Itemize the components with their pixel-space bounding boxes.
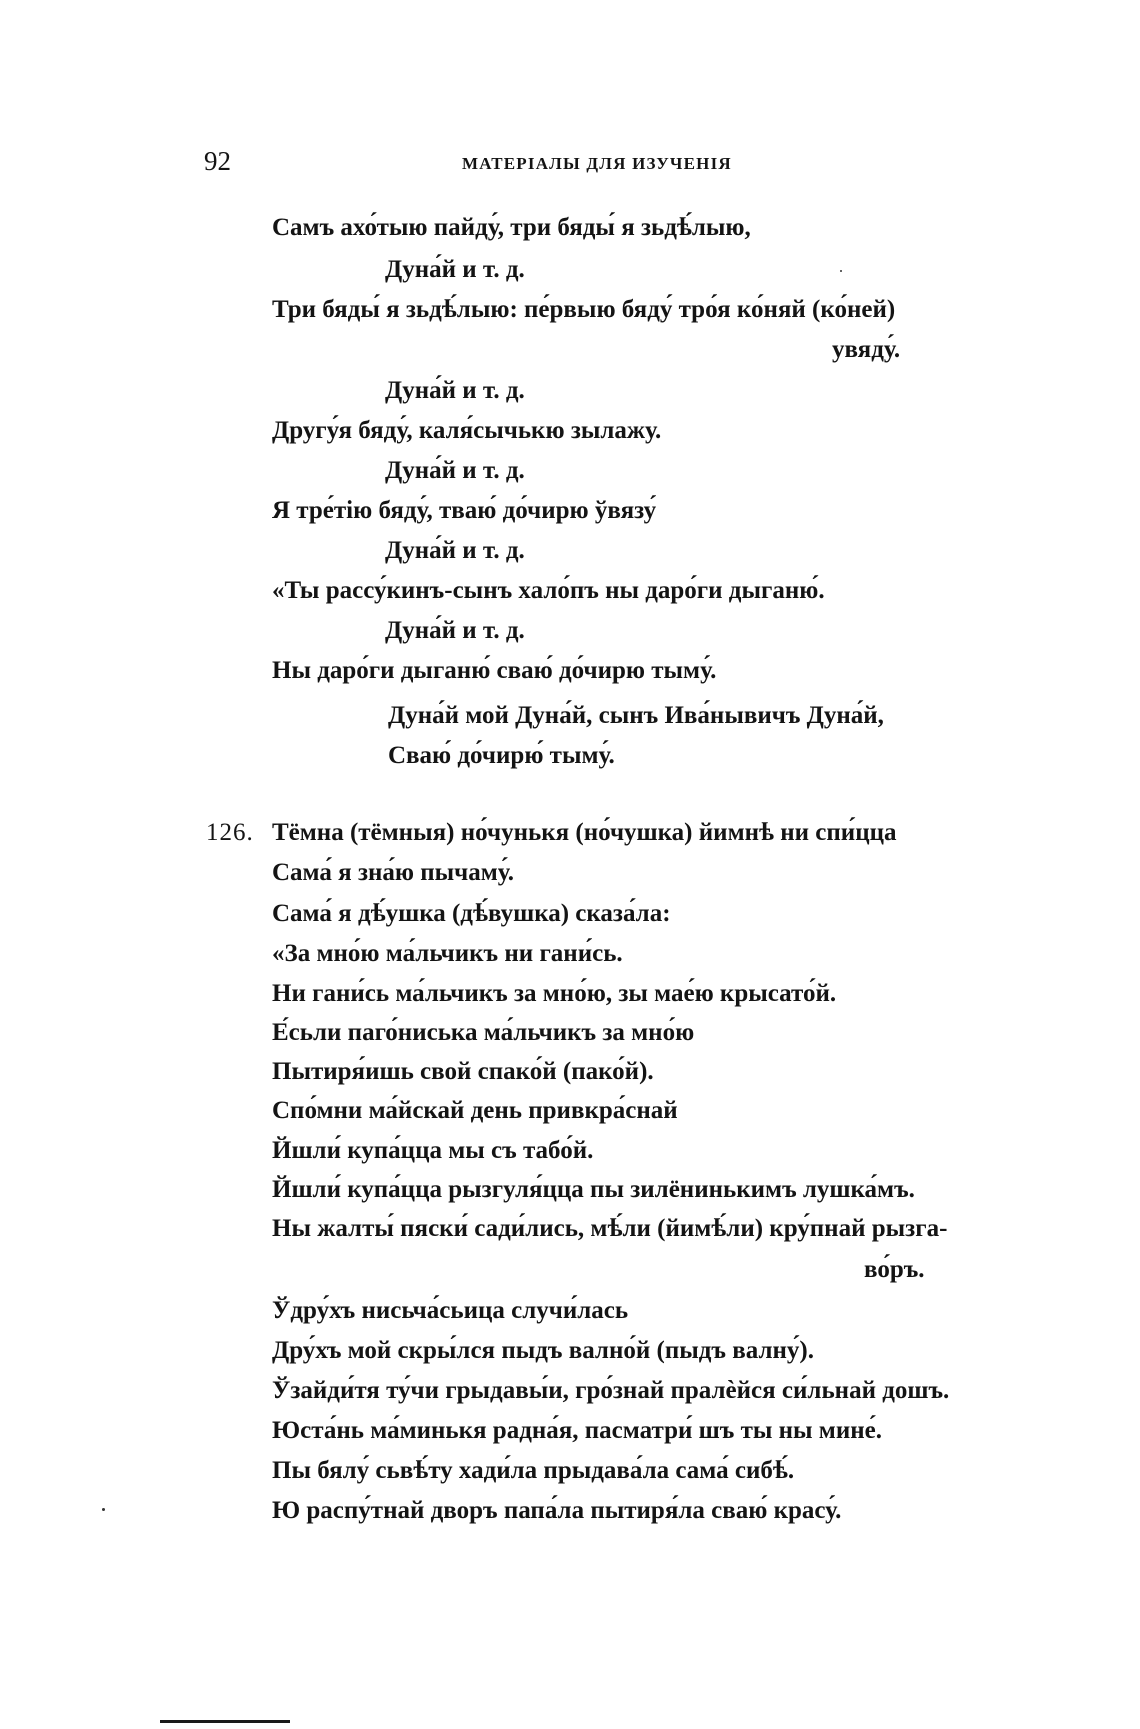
refrain-line: Дуна́й и т. д. [385,377,525,404]
refrain-line: Сваю́ до́чирю́ тыму́. [388,742,615,769]
verse-line: Другу́я бяду́, каля́сычькю зылажу. [272,417,662,444]
verse-line: Ны жалты́ пяски́ сади́лись, мѣ́ли (йимѣ́ли) кру́пнай рызга- [272,1215,948,1242]
verse-line: Ны даро́ги дыганю́ сваю́ до́чирю тыму́. [272,657,717,684]
verse-line: Ўзайди́тя ту́чи грыдавы́и, гро́знай пралѐйся си́льнай дошъ. [272,1377,950,1404]
verse-line: Юста́нь ма́минькя радна́я, пасматри́ шъ ты ны мине́. [272,1417,882,1444]
verse-line: Ўдру́хъ нисьча́сьица случи́лась [272,1297,629,1324]
verse-line-continuation: во́ръ. [864,1256,925,1283]
page-number: 92 [204,146,231,176]
verse-line: Е́сьли паго́ниська ма́льчикъ за мно́ю [272,1019,695,1046]
refrain-line: Дуна́й мой Дуна́й, сынъ Ива́нывичъ Дуна́й, [388,702,884,729]
verse-line: Я тре́тію бяду́, тваю́ до́чирю ўвязу́ [272,497,657,524]
verse-line: Пы бялу́ сьвѣ́ту хади́ла прыдава́ла сама́ сибѣ́. [272,1457,795,1484]
verse-line: Йшли́ купа́цца рызгуля́цца пы зилёнинькимъ лушка́мъ. [272,1176,915,1203]
verse-line: Сама́ я дѣ́ушка (дѣ́вушка) сказа́ла: [272,900,671,927]
verse-line: Пытиря́ишь свой спако́й (пако́й). [272,1058,654,1085]
verse-line: Спо́мни ма́йскай день привкра́снай [272,1097,678,1124]
song-number: 126. [206,819,254,846]
refrain-line: Дуна́й и т. д. [385,457,525,484]
scan-speck [102,1508,105,1511]
verse-line: «Ты рассу́кинъ-сынъ хало́пъ ны даро́ги дыганю́. [272,577,825,604]
refrain-line: Дуна́й и т. д. [385,537,525,564]
verse-line: Йшли́ купа́цца мы съ табо́й. [272,1137,594,1164]
verse-line: Сама́ я зна́ю пычаму́. [272,859,515,886]
verse-line: Тёмна (тёмныя) но́чунькя (но́чушка) йимнѣ ни спи́цца [272,819,897,846]
verse-line-continuation: увяду́. [832,336,901,363]
scan-speck [840,270,842,272]
verse-line: Ни гани́сь ма́льчикъ за мно́ю, зы мае́ю крысато́й. [272,980,837,1007]
verse-line: «За мно́ю ма́льчикъ ни гани́сь. [272,940,623,967]
running-header: МАТЕРІАЛЫ ДЛЯ ИЗУЧЕНІЯ [462,154,732,173]
page-edge-rule [160,1720,290,1723]
verse-line: Три бяды́ я зьдѣ́лыю: пе́рвыю бяду́ тро́я ко́няй (ко́ней) [272,296,896,323]
refrain-line: Дуна́й и т. д. [385,617,525,644]
verse-line: Дру́хъ мой скры́лся пыдъ вално́й (пыдъ валну́). [272,1337,814,1364]
verse-line: Ю распу́тнай дворъ папа́ла пытиря́ла сваю́ красу́. [272,1497,842,1524]
verse-line: Самъ ахо́тыю пайду́, три бяды́ я зьдѣ́лыю, [272,214,751,241]
refrain-line: Дуна́й и т. д. [385,256,525,283]
